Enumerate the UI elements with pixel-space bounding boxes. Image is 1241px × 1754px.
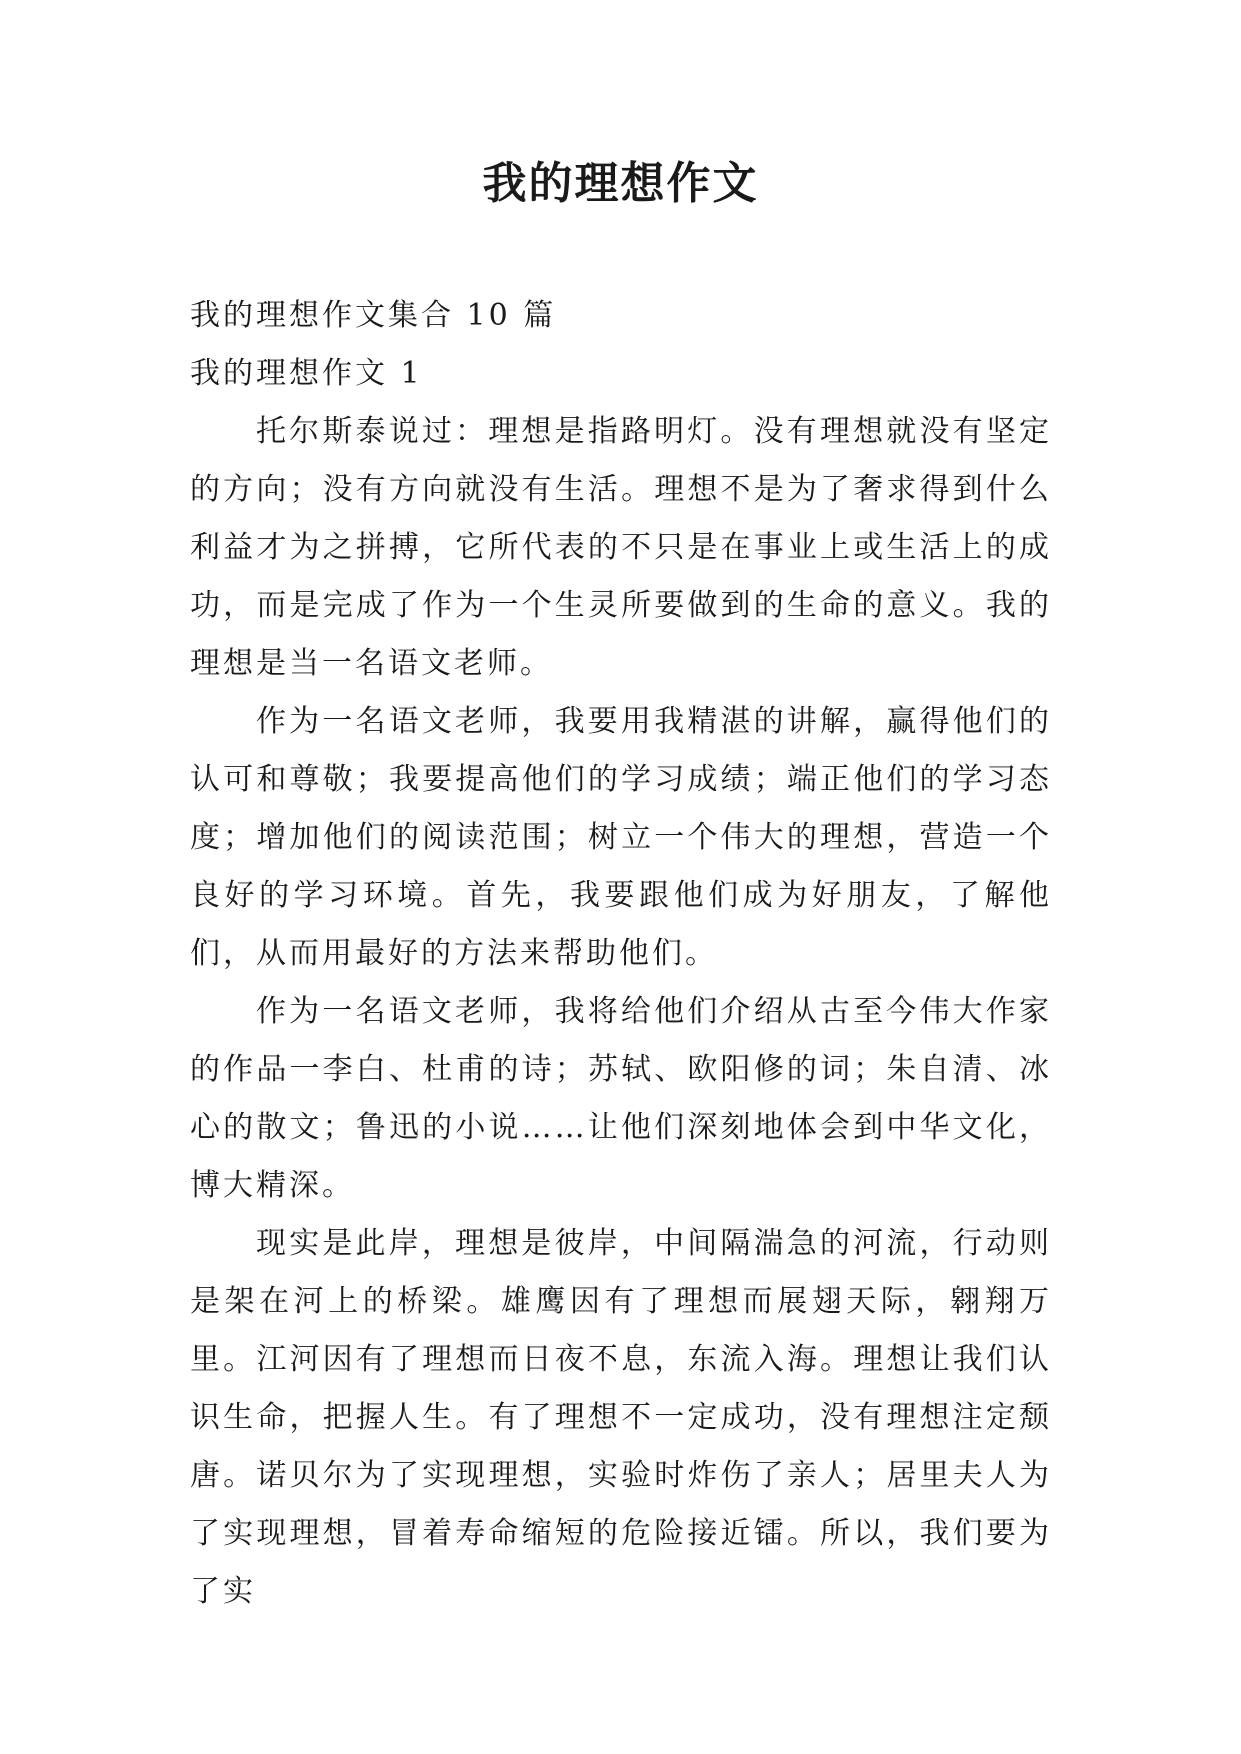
section-heading: 我的理想作文 1 (190, 356, 423, 391)
document-title: 我的理想作文 (482, 158, 759, 209)
collection-subtitle: 我的理想作文集合 10 篇 (190, 298, 557, 333)
paragraph-3: 作为一名语文老师，我将给他们介绍从古至今伟大作家的作品一李白、杜甫的诗；苏轼、欧阳修的词；朱自清、冰心的散文；鲁迅的小说……让他们深刻地体会到中华文化，博大精深。 (190, 994, 1052, 1203)
document-body (190, 287, 1052, 1621)
paragraph-1: 托尔斯泰说过：理想是指路明灯。没有理想就没有坚定的方向；没有方向就没有生活。理想不是为了奢求得到什么利益才为之拼搏，它所代表的不只是在事业上或生活上的成功，而是完成了作为一个生灵所要做到的生命的意义。我的理想是当一名语文老师。 (190, 414, 1052, 681)
paragraph-4: 现实是此岸，理想是彼岸，中间隔湍急的河流，行动则是架在河上的桥梁。雄鹰因有了理想而展翅天际，翱翔万里。江河因有了理想而日夜不息，东流入海。理想让我们认识生命，把握人生。有了理想不一定成功，没有理想注定颓唐。诺贝尔为了实现理想，实验时炸伤了亲人；居里夫人为了实现理想，冒着寿命缩短的危险接近镭。所以，我们要为了实 (190, 1226, 1052, 1609)
paragraph-2: 作为一名语文老师，我要用我精湛的讲解，赢得他们的认可和尊敬；我要提高他们的学习成绩；端正他们的学习态度；增加他们的阅读范围；树立一个伟大的理想，营造一个良好的学习环境。首先，我要跟他们成为好朋友，了解他们，从而用最好的方法来帮助他们。 (190, 704, 1052, 971)
